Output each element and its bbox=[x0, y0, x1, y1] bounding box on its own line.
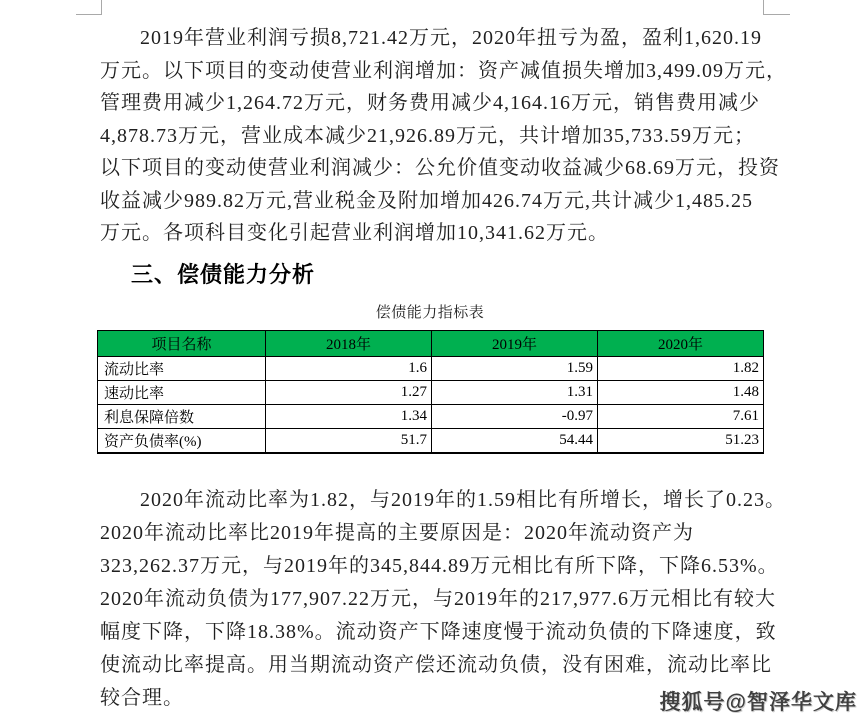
text-line: 2020年流动比率比2019年提高的主要原因是：2020年流动资产为 bbox=[100, 522, 694, 544]
page-margin-mark-top-right bbox=[763, 0, 790, 15]
value-2019: 54.44 bbox=[432, 429, 598, 454]
text-line: 万元。以下项目的变动使营业利润增加：资产减值损失增加3,499.09万元， bbox=[100, 59, 787, 82]
row-label: 流动比率 bbox=[98, 357, 266, 381]
text-line: 323,262.37万元，与2019年的345,844.89万元相比有所下降，下降6.53%。 bbox=[100, 555, 779, 577]
value-2018: 1.6 bbox=[266, 357, 432, 381]
value-2019: -0.97 bbox=[432, 405, 598, 429]
section-heading-solvency-analysis: 三、偿债能力分析 bbox=[131, 262, 316, 287]
header-cell-2020: 2020年 bbox=[598, 331, 764, 357]
text-line: 2020年流动比率为1.82，与2019年的1.59相比有所增长，增长了0.23。 bbox=[140, 489, 786, 511]
text-line: 幅度下降，下降18.38%。流动资产下降速度慢于流动负债的下降速度，致 bbox=[100, 621, 777, 643]
paragraph-operating-profit bbox=[100, 22, 787, 250]
header-cell-2018: 2018年 bbox=[266, 331, 432, 357]
table-row bbox=[98, 429, 764, 454]
value-2019: 1.31 bbox=[432, 381, 598, 405]
value-2020: 7.61 bbox=[598, 405, 764, 429]
text-line: 以下项目的变动使营业利润减少：公允价值变动收益减少68.69万元，投资 bbox=[100, 157, 780, 179]
solvency-indicator-table bbox=[97, 330, 764, 454]
table-row bbox=[98, 405, 764, 429]
row-label: 利息保障倍数 bbox=[98, 405, 266, 429]
value-2020: 51.23 bbox=[598, 429, 764, 454]
text-line: 收益减少989.82万元,营业税金及附加增加426.74万元,共计减少1,485.25 bbox=[100, 189, 753, 212]
value-2020: 1.82 bbox=[598, 357, 764, 381]
value-2018: 1.34 bbox=[266, 405, 432, 429]
value-2020: 1.48 bbox=[598, 381, 764, 405]
page-margin-mark-top-left bbox=[76, 0, 102, 15]
value-2019: 1.59 bbox=[432, 357, 598, 381]
text-line: 2020年流动负债为177,907.22万元，与2019年的217,977.6万元相比有较大 bbox=[100, 588, 776, 610]
text-line: 万元。各项科目变化引起营业利润增加10,341.62万元。 bbox=[100, 222, 609, 244]
table-title: 偿债能力指标表 bbox=[375, 305, 485, 321]
text-line: 2019年营业利润亏损8,721.42万元，2020年扭亏为盈，盈利1,620.19 bbox=[140, 27, 762, 49]
table-header-row bbox=[98, 331, 764, 357]
table-row bbox=[98, 357, 764, 381]
sohu-watermark: 搜狐号@智泽华文库 bbox=[659, 691, 857, 714]
table-row bbox=[98, 381, 764, 405]
header-cell-item-name: 项目名称 bbox=[98, 331, 266, 357]
text-line: 较合理。 bbox=[100, 687, 184, 709]
header-cell-2019: 2019年 bbox=[432, 331, 598, 357]
row-label: 速动比率 bbox=[98, 381, 266, 405]
value-2018: 1.27 bbox=[266, 381, 432, 405]
row-label: 资产负债率(%) bbox=[98, 429, 266, 454]
text-line: 4,878.73万元，营业成本减少21,926.89万元，共计增加35,733.59万元； bbox=[100, 124, 755, 147]
text-line: 使流动比率提高。用当期流动资产偿还流动负债，没有困难，流动比率比 bbox=[100, 654, 772, 676]
text-line: 管理费用减少1,264.72万元，财务费用减少4,164.16万元，销售费用减少 bbox=[100, 92, 760, 114]
paragraph-current-ratio-analysis bbox=[100, 484, 786, 715]
value-2018: 51.7 bbox=[266, 429, 432, 454]
